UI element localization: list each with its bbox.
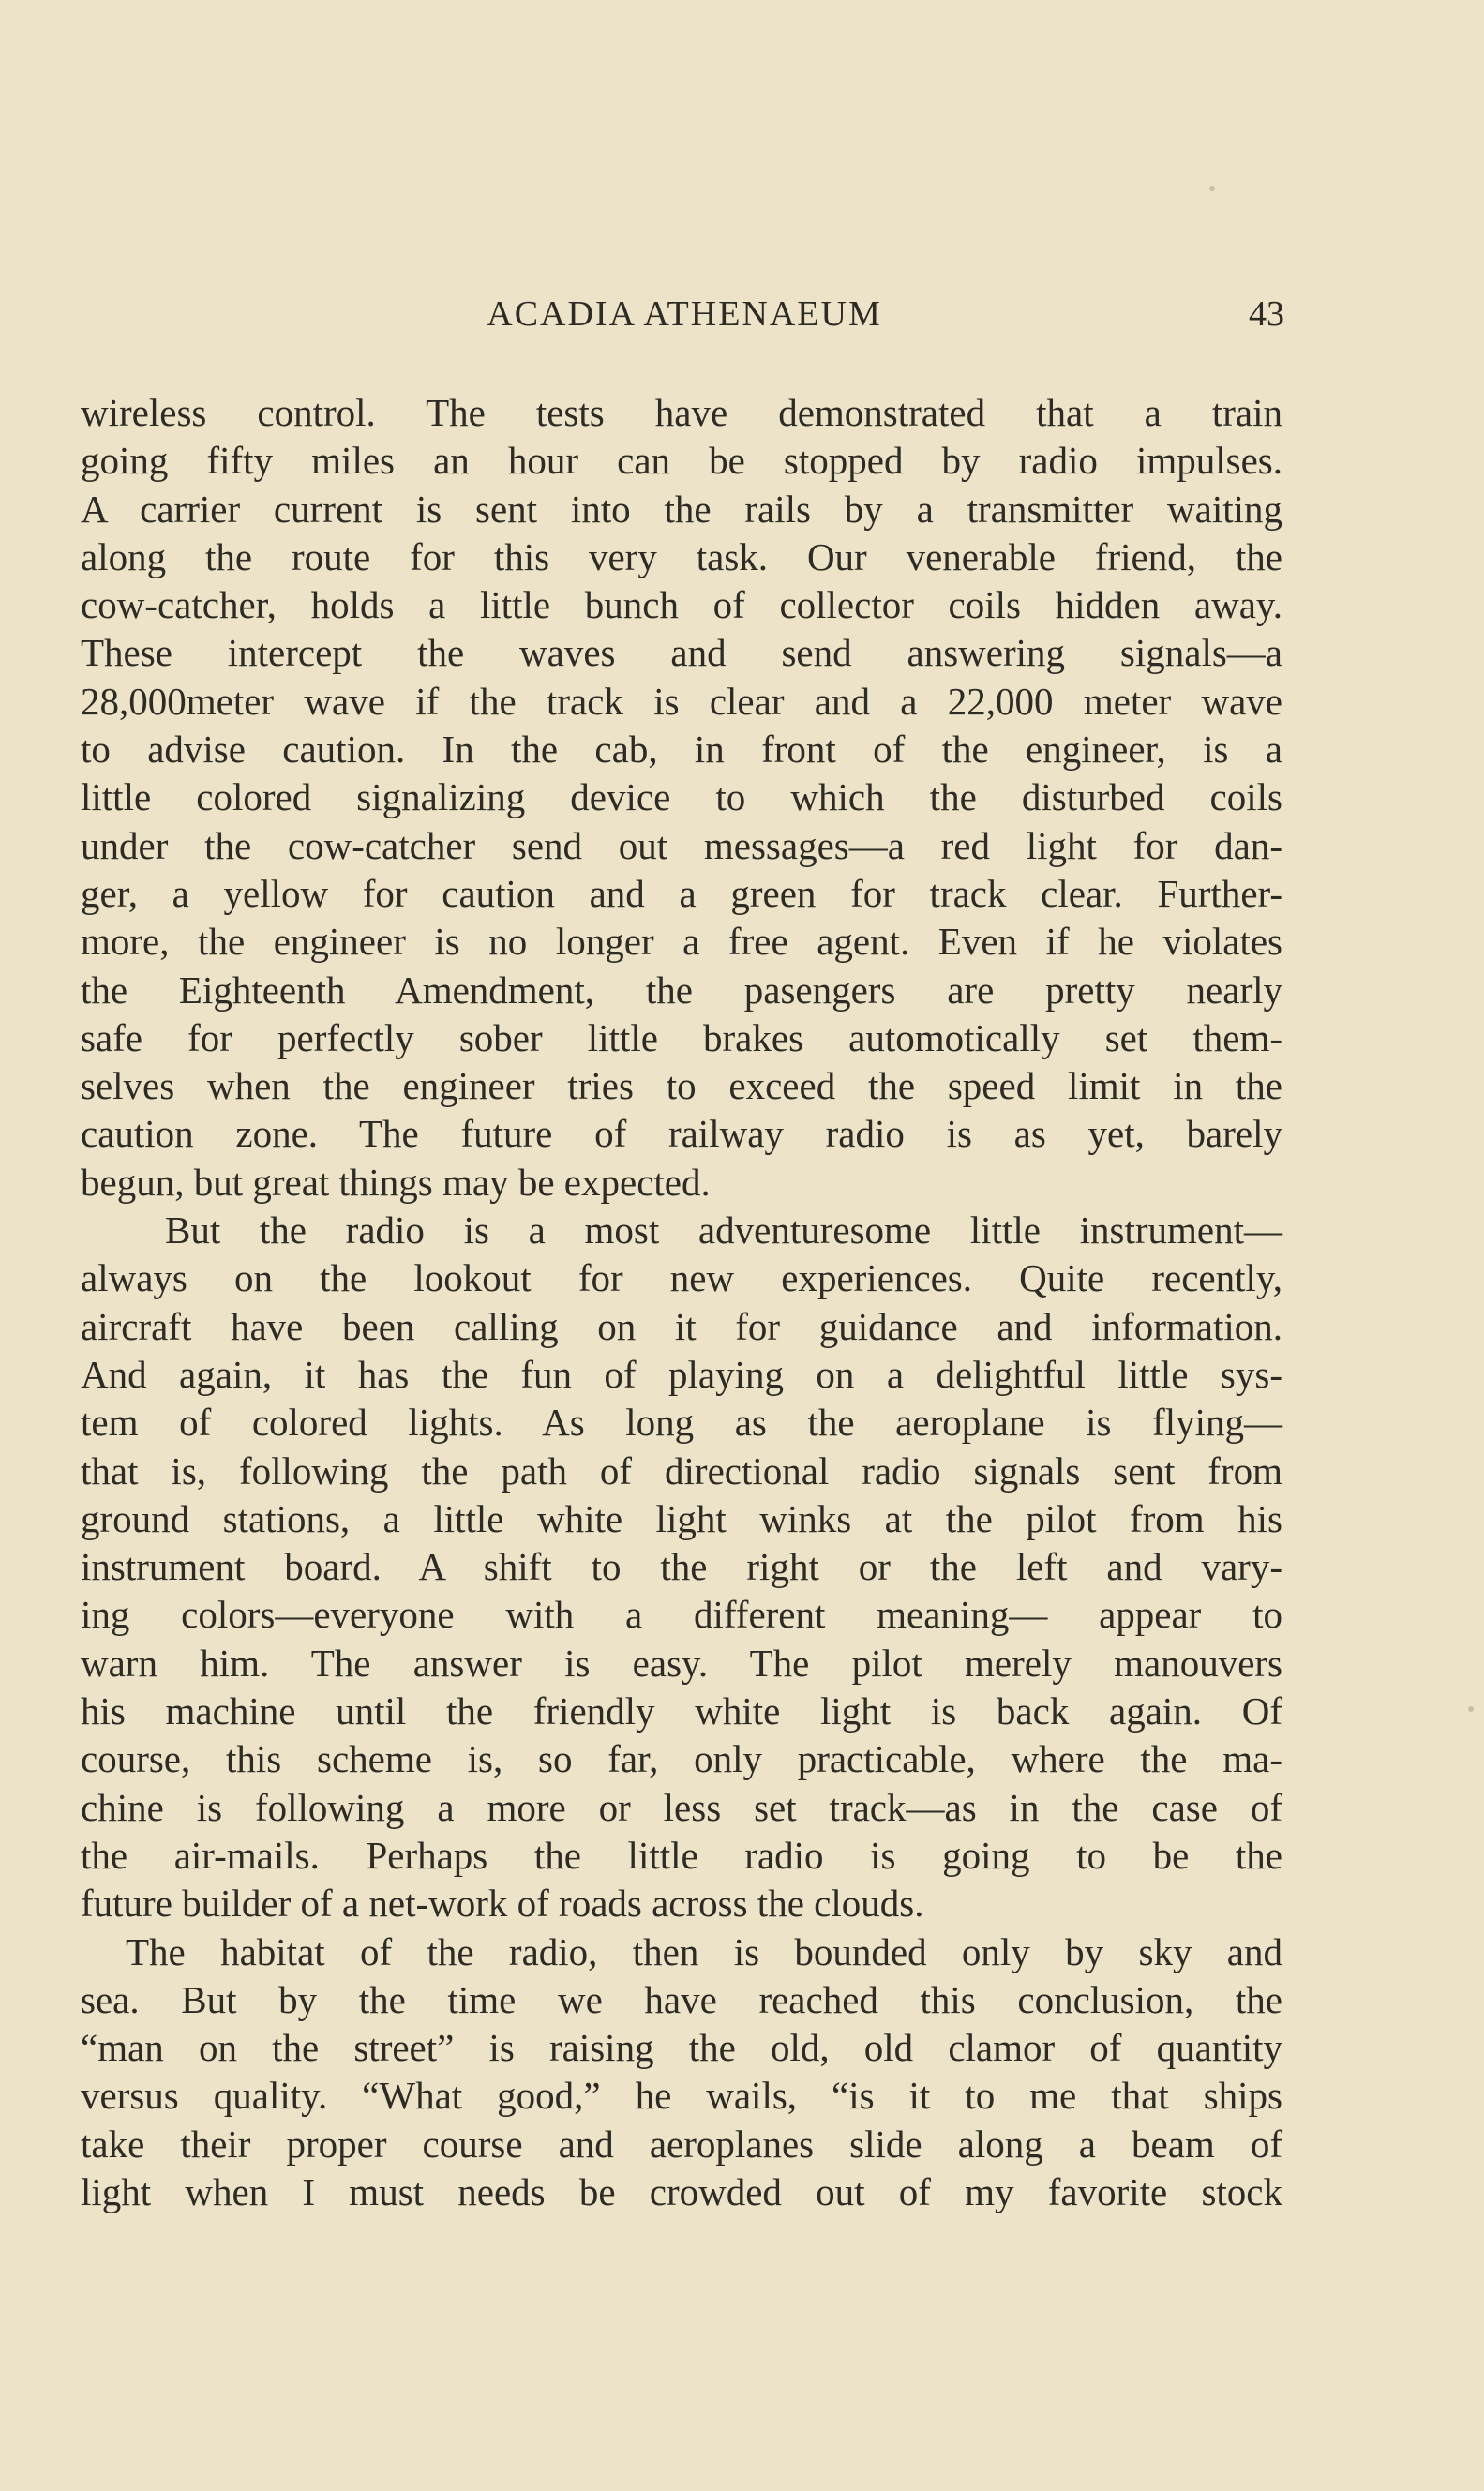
text-line: But the radio is a most adventuresome little instrument— [165,1208,1282,1253]
text-line: going fifty miles an hour can be stopped by radio impulses. [81,439,1282,483]
paragraph [81,389,1282,1207]
text-line: cow-catcher, holds a little bunch of collector coils hidden away. [81,583,1282,627]
text-line: A carrier current is sent into the rails by a transmitter waiting [81,487,1282,531]
text-line: sea. But by the time we have reached this conclusion, the [81,1977,1282,2021]
text-line: more, the engineer is no longer a free agent. Even if he violates [81,920,1282,964]
text-line: versus quality. “What good,” he wails, “is it to me that ships [81,2074,1282,2118]
text-line: take their proper course and aeroplanes slide along a beam of [81,2122,1282,2166]
text-line: along the route for this very task. Our venerable friend, the [81,534,1282,578]
text-line: the Eighteenth Amendment, the pasengers are pretty nearly [81,968,1282,1012]
body-text [81,389,1282,2216]
text-line: future builder of a net-work of roads across the clouds. [81,1882,924,1926]
text-line: begun, but great things may be expected. [81,1160,711,1204]
text-line: safe for perfectly sober little brakes automotically set them- [81,1015,1282,1059]
text-line: his machine until the friendly white light is back again. Of [81,1689,1282,1733]
text-line: warn him. The answer is easy. The pilot merely manouvers [81,1641,1282,1685]
running-head: ACADIA ATHENAEUM [487,294,882,334]
text-line: The habitat of the radio, then is bounded only by sky and [126,1929,1282,1973]
text-line: course, this scheme is, so far, only practicable, where the ma- [81,1737,1282,1781]
text-line: under the cow-catcher send out messages—a red light for dan- [81,823,1282,867]
text-line: caution zone. The future of railway radio is as yet, barely [81,1112,1282,1156]
text-line: little colored signalizing device to which the disturbed coils [81,775,1282,819]
text-line: ground stations, a little white light winks at the pilot from his [81,1496,1282,1540]
text-line: ger, a yellow for caution and a green for track clear. Further- [81,871,1282,915]
paper-speck [1468,1706,1474,1712]
text-line: “man on the street” is raising the old, old clamor of quantity [81,2026,1282,2070]
text-line: to advise caution. In the cab, in front of the engineer, is a [81,728,1282,772]
text-line: tem of colored lights. As long as the aeroplane is flying— [81,1401,1282,1445]
text-line: that is, following the path of directional radio signals sent from [81,1448,1282,1493]
text-line: instrument board. A shift to the right or the left and vary- [81,1545,1282,1589]
page-number: 43 [1249,294,1284,334]
paper-speck [1209,186,1215,191]
text-line: These intercept the waves and send answering signals—a [81,631,1282,675]
text-line: And again, it has the fun of playing on a delightful little sys- [81,1352,1282,1396]
text-line: light when I must needs be crowded out of my favorite stock [81,2169,1282,2213]
text-line: selves when the engineer tries to exceed the speed limit in the [81,1064,1282,1108]
text-line: 28,000meter wave if the track is clear and a 22,000 meter wave [81,679,1282,723]
text-line: the air-mails. Perhaps the little radio is going to be the [81,1833,1282,1877]
text-line: always on the lookout for new experiences. Quite recently, [81,1256,1282,1300]
paragraph [81,1928,1282,2217]
text-line: aircraft have been calling on it for guidance and information. [81,1304,1282,1348]
text-line: ing colors—everyone with a different meaning— appear to [81,1593,1282,1637]
text-line: wireless control. The tests have demonstrated that a train [81,391,1282,434]
text-line: chine is following a more or less set track—as in the case of [81,1785,1282,1829]
paragraph [81,1207,1282,1928]
